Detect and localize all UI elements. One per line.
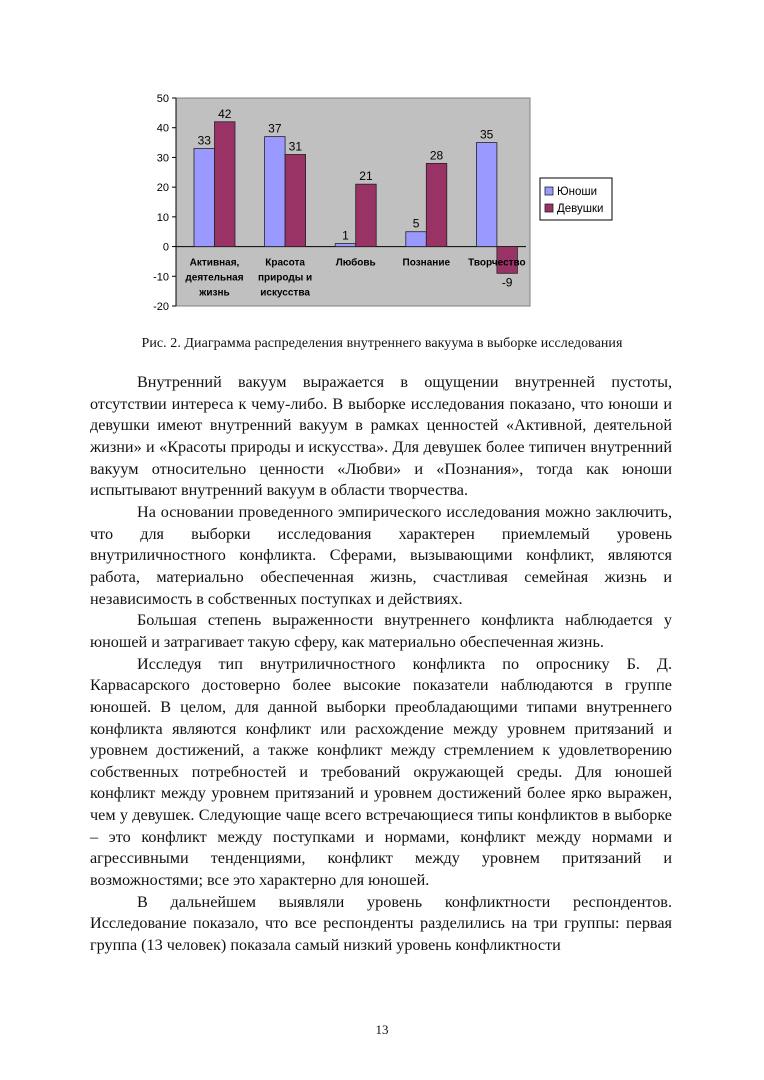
page-number: 13: [375, 1022, 389, 1037]
legend-label: Юноши: [557, 186, 598, 198]
data-label: 42: [218, 106, 232, 121]
category-label: Красота: [265, 257, 305, 269]
data-label: 33: [197, 133, 211, 148]
chart-svg: [140, 86, 604, 314]
y-tick-label: 30: [156, 152, 169, 165]
bar-devushki: [356, 184, 377, 246]
data-label: 1: [342, 228, 349, 243]
y-tick-label: 40: [156, 122, 169, 135]
paragraph: Исследуя тип внутриличностного конфликта по опроснику Б. Д. Карвасарского достоверно более высокие показатели наблюдаются в группе юношей. В целом, для данной выборки преобладающими типами внутреннего конфликта являются конфликт или расхождение между уровнем притязаний и уровнем достижений, а также конфликт между стремлением к удовлетворению собственных потребностей и требований окружающей среды. Для юношей конфликт между уровнем притязаний и уровнем достижений более ярко выражен, чем у девушек. Следующие чаще всего встречающиеся типы конфликтов в выборке – это конфликт между поступками и нормами, конфликт между нормами и агрессивными тенденциями, конфликт между уровнем притязаний и возможностями; все это характерно для юношей.: [90, 654, 672, 890]
data-label: 28: [429, 148, 444, 163]
data-label: 31: [288, 139, 303, 154]
bar-devushki: [285, 154, 306, 246]
legend-label: Девушки: [557, 203, 604, 215]
category-label: природы и: [257, 272, 313, 284]
paragraph: Большая степень выраженности внутреннего конфликта наблюдается у юношей и затрагивает такую сферу, как материально обеспеченная жизнь.: [90, 611, 672, 651]
data-label: 35: [479, 127, 494, 142]
body-text: [90, 372, 672, 957]
bar-devushki: [426, 163, 447, 246]
category-label: Познание: [402, 257, 451, 269]
figure-caption: Рис. 2. Диаграмма распределения внутреннего вакуума в выборке исследования: [141, 336, 623, 351]
category-label: Творчество: [468, 257, 526, 269]
category-label: искусства: [260, 287, 310, 299]
category-label: жизнь: [199, 287, 230, 299]
y-tick-label: 20: [156, 182, 169, 195]
y-tick-label: -10: [153, 271, 169, 284]
data-label: 5: [412, 216, 420, 231]
y-tick-label: 0: [162, 241, 169, 254]
legend-swatch: [545, 187, 553, 195]
y-tick-label: -20: [153, 301, 169, 313]
bar-yunoshi: [265, 137, 286, 247]
category-label: деятельная: [185, 272, 244, 284]
bar-yunoshi: [194, 149, 215, 247]
data-label: 37: [268, 121, 282, 136]
legend-swatch: [545, 204, 553, 212]
category-label: Активная,: [189, 257, 240, 269]
bar-yunoshi: [406, 232, 427, 247]
data-label: 21: [359, 169, 373, 184]
paragraph: В дальнейшем выявляли уровень конфликтности респондентов. Исследование показало, что все респонденты разделились на три группы: первая группа (13 человек) показала самый низкий уровень конфликтности: [90, 892, 672, 955]
bar-chart: [140, 86, 604, 314]
bar-devushki: [215, 122, 236, 247]
y-tick-label: 10: [156, 211, 169, 224]
paragraph: Внутренний вакуум выражается в ощущении внутренней пустоты, отсутствии интереса к чему-либо. В выборке исследования показано, что юноши и девушки имеют внутренний вакуум в рамках ценностей «Активной, деятельной жизни» и «Красоты природы и искусства». Для девушек более типичен внутренний вакуум относительно ценности «Любви» и «Познания», тогда как юноши испытывают внутренний вакуум в области творчества.: [90, 373, 672, 500]
category-label: Любовь: [335, 257, 376, 269]
bar-yunoshi: [335, 244, 356, 247]
y-tick-label: 50: [156, 93, 169, 105]
paragraph: На основании проведенного эмпирического исследования можно заключить, что для выборки исследования характерен приемлемый уровень внутриличностного конфликта. Сферами, вызывающими конфликт, являются работа, материально обеспеченная жизнь, счастливая семейная жизнь и независимость в собственных поступках и действиях.: [90, 502, 672, 608]
data-label: -9: [501, 275, 513, 290]
bar-yunoshi: [476, 143, 497, 247]
